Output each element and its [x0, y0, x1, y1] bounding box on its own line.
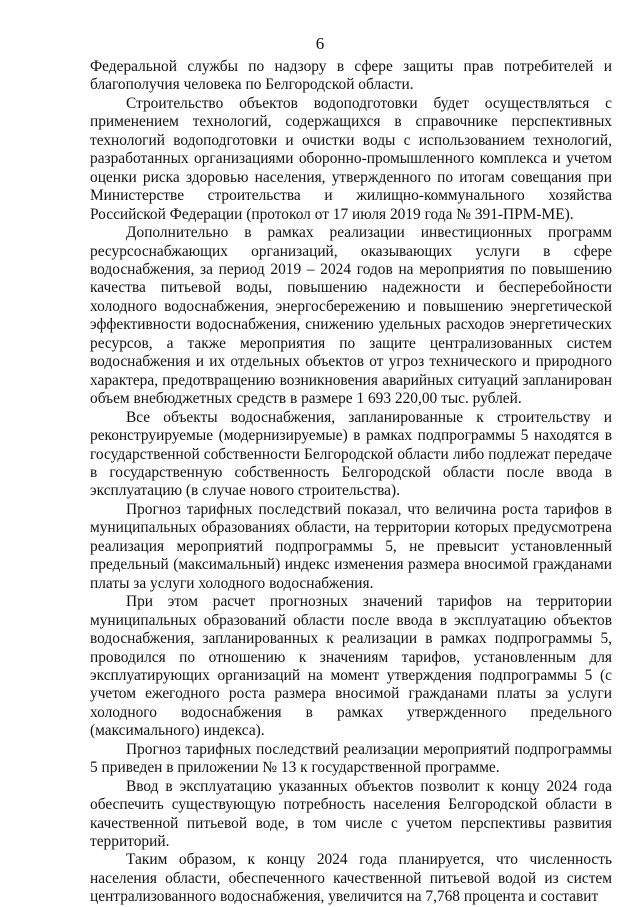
paragraph: Дополнительно в рамках реализации инвестиционных программ ресурсоснабжающих организаций, оказывающих услуги в сфере водоснабжения, за период 2019 – 2024 годов на мероприятия по повышению качества питьевой воды, повышению надежности и бесперебойности холодного водоснабжения, энергосбережению и повышению энергетической эффективности водоснабжения, снижению удельных расходов энергетических ресурсов, а также мероприятия по защите централизованных систем водоснабжения и их отдельных объектов от угроз технического и природного характера, предотвращению возникновения аварийных ситуаций запланирован объем внебюджетных средств в размере 1 693 220,00 тыс. рублей. [90, 224, 612, 408]
paragraph: Прогноз тарифных последствий реализации мероприятий подпрограммы 5 приведен в приложении № 13 к государственной программе. [90, 740, 612, 777]
paragraph: Строительство объектов водоподготовки будет осуществляться с применением технологий, содержащихся в справочнике перспективных технологий водоподготовки и очистки воды с использованием технологий, разработанных организациями оборонно-промышленного комплекса и учетом оценки риска здоровью населения, утвержденного по итогам совещания при Министерстве строительства и жилищно-коммунального хозяйства Российской Федерации (протокол от 17 июля 2019 года № 391-ПРМ-МЕ). [90, 94, 612, 223]
paragraph: Ввод в эксплуатацию указанных объектов позволит к концу 2024 года обеспечить существующую потребность населения Белгородской области в качественной питьевой воде, в том числе с учетом перспективы развития территорий. [90, 777, 612, 851]
paragraph: Таким образом, к концу 2024 года планируется, что численность населения области, обеспеченного качественной питьевой водой из систем централизованного водоснабжения, увеличится на 7,768 процента и составит [90, 851, 612, 906]
document-body [90, 58, 612, 907]
page-number: 6 [315, 34, 325, 53]
paragraph: Федеральной службы по надзору в сфере защиты прав потребителей и благополучия человека по Белгородской области. [90, 58, 612, 94]
paragraph: При этом расчет прогнозных значений тарифов на территории муниципальных образований области после ввода в эксплуатацию объектов водоснабжения, запланированных к реализации в рамках подпрограммы 5, проводился по отношению к значениям тарифов, установленным для эксплуатирующих организаций на момент утверждения подпрограммы 5 (с учетом ежегодного роста размера вносимой гражданами платы за услуги холодного водоснабжения в рамках утвержденного предельного (максимального) индекса). [90, 593, 612, 740]
paragraph: Все объекты водоснабжения, запланированные к строительству и реконструируемые (модернизируемые) в рамках подпрограммы 5 находятся в государственной собственности Белгородской области либо подлежат передаче в государственную собственность Белгородской области после ввода в эксплуатацию (в случае нового строительства). [90, 408, 612, 500]
paragraph: Прогноз тарифных последствий показал, что величина роста тарифов в муниципальных образованиях области, на территории которых предусмотрена реализация мероприятий подпрограммы 5, не превысит установленный предельный (максимальный) индекс изменения размера вносимой гражданами платы за услуги холодного водоснабжения. [90, 500, 612, 592]
